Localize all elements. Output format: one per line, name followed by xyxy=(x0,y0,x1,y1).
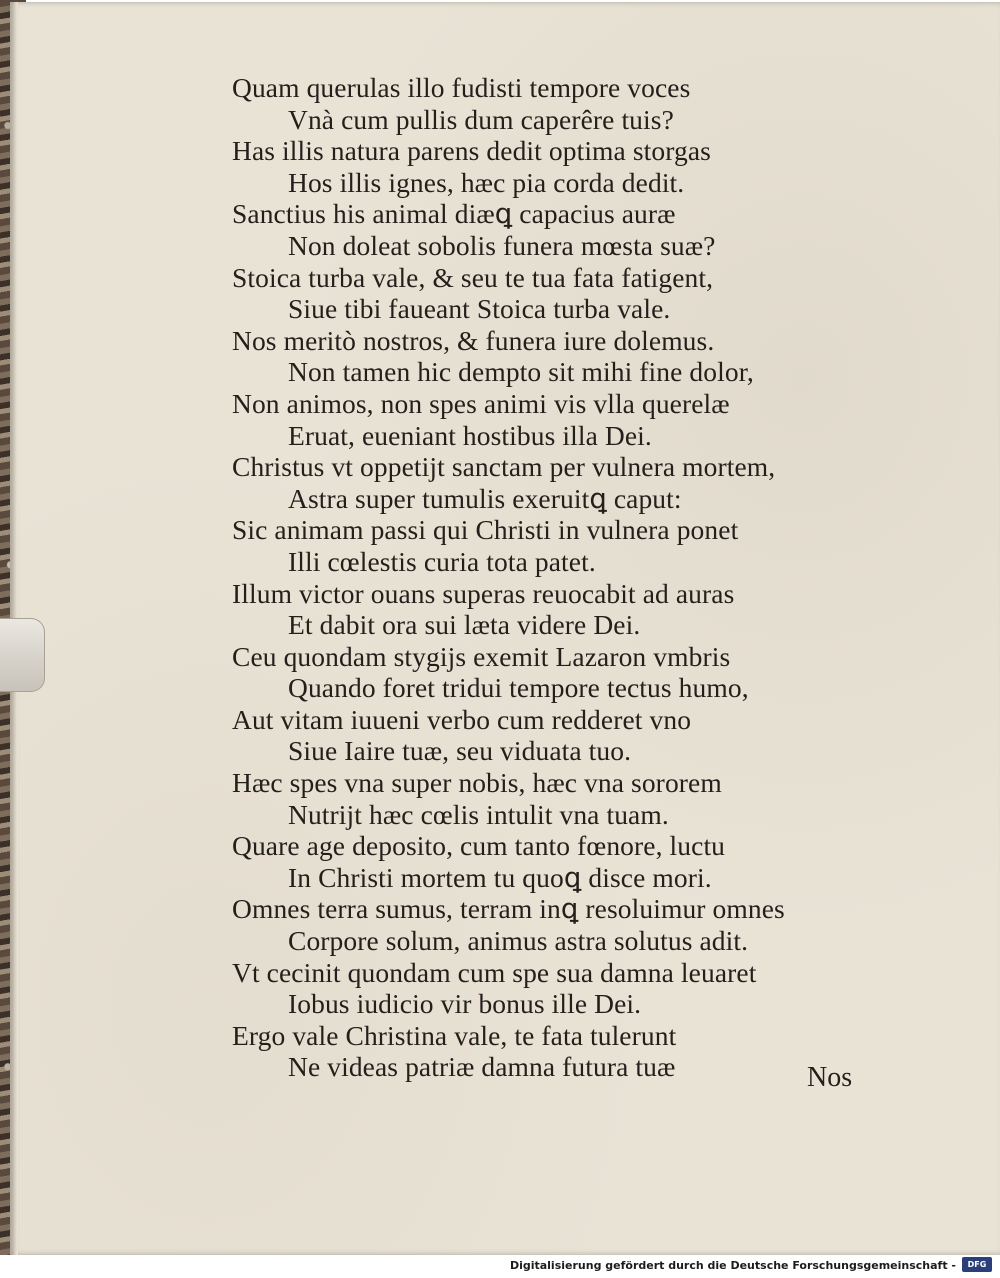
verse-line: Eruat, eueniant hostibus illa Dei. xyxy=(288,419,652,451)
verse-line: Illi cœlestis curia tota patet. xyxy=(288,545,596,577)
verse-line: Astra super tumulis exeruitꝗ caput: xyxy=(288,482,682,514)
verse-line: Non animos, non spes animi vis vlla querelæ xyxy=(232,387,730,419)
verse-line: Vnà cum pullis dum caperêre tuis? xyxy=(288,103,674,135)
poem-verses xyxy=(232,72,785,1083)
verse-line: Non tamen hic dempto sit mihi fine dolor, xyxy=(288,356,754,388)
dfg-logo-icon: DFG xyxy=(962,1257,992,1272)
verse-line: Sic animam passi qui Christi in vulnera ponet xyxy=(232,514,739,546)
verse-line: Ne videas patriæ damna futura tuæ xyxy=(288,1051,676,1083)
verse-line: Quare age deposito, cum tanto fœnore, luctu xyxy=(232,830,726,862)
verse-line: Sanctius his animal diæꝗ capacius auræ xyxy=(232,198,676,230)
verse-line: Ceu quondam stygijs exemit Lazaron vmbris xyxy=(232,640,731,672)
verse-line: Hos illis ignes, hæc pia corda dedit. xyxy=(288,166,685,198)
bookmark-clip xyxy=(0,618,45,692)
verse-line: Corpore solum, animus astra solutus adit. xyxy=(288,925,749,957)
verse-line: Illum victor ouans superas reuocabit ad auras xyxy=(232,577,735,609)
verse-line: Et dabit ora sui læta videre Dei. xyxy=(288,609,641,641)
verse-line: Siue Iaire tuæ, seu viduata tuo. xyxy=(288,735,632,767)
verse-line: Aut vitam iuueni verbo cum redderet vno xyxy=(232,703,692,735)
verse-line: Christus vt oppetijt sanctam per vulnera mortem, xyxy=(232,451,776,483)
verse-line: Iobus iudicio vir bonus ille Dei. xyxy=(288,988,642,1020)
verse-line: Quam querulas illo fudisti tempore voces xyxy=(232,72,691,103)
verse-line: Ergo vale Christina vale, te fata tulerunt xyxy=(232,1019,677,1051)
digitization-credit: Digitalisierung gefördert durch die Deutsche Forschungsgemeinschaft - xyxy=(509,1259,956,1272)
verse-line: Quando foret tridui tempore tectus humo, xyxy=(288,672,749,704)
verse-line: Vt cecinit quondam cum spe sua damna leuaret xyxy=(232,956,757,988)
verse-line: Stoica turba vale, & seu te tua fata fatigent, xyxy=(232,261,714,293)
verse-line: Hæc spes vna super nobis, hæc vna sororem xyxy=(232,767,722,799)
verse-line: Nos meritò nostros, & funera iure dolemus. xyxy=(232,324,715,356)
verse-line: Siue tibi faueant Stoica turba vale. xyxy=(288,293,671,325)
verse-line: Omnes terra sumus, terram inꝗ resoluimur omnes xyxy=(232,893,785,925)
verse-line: Has illis natura parens dedit optima storgas xyxy=(232,135,711,167)
verse-line: In Christi mortem tu quoꝗ disce mori. xyxy=(288,861,712,893)
catchword: Nos xyxy=(807,1062,853,1093)
verse-line: Non doleat sobolis funera mœsta suæ? xyxy=(288,229,716,261)
verse-line: Nutrijt hæc cœlis intulit vna tuam. xyxy=(288,798,669,830)
